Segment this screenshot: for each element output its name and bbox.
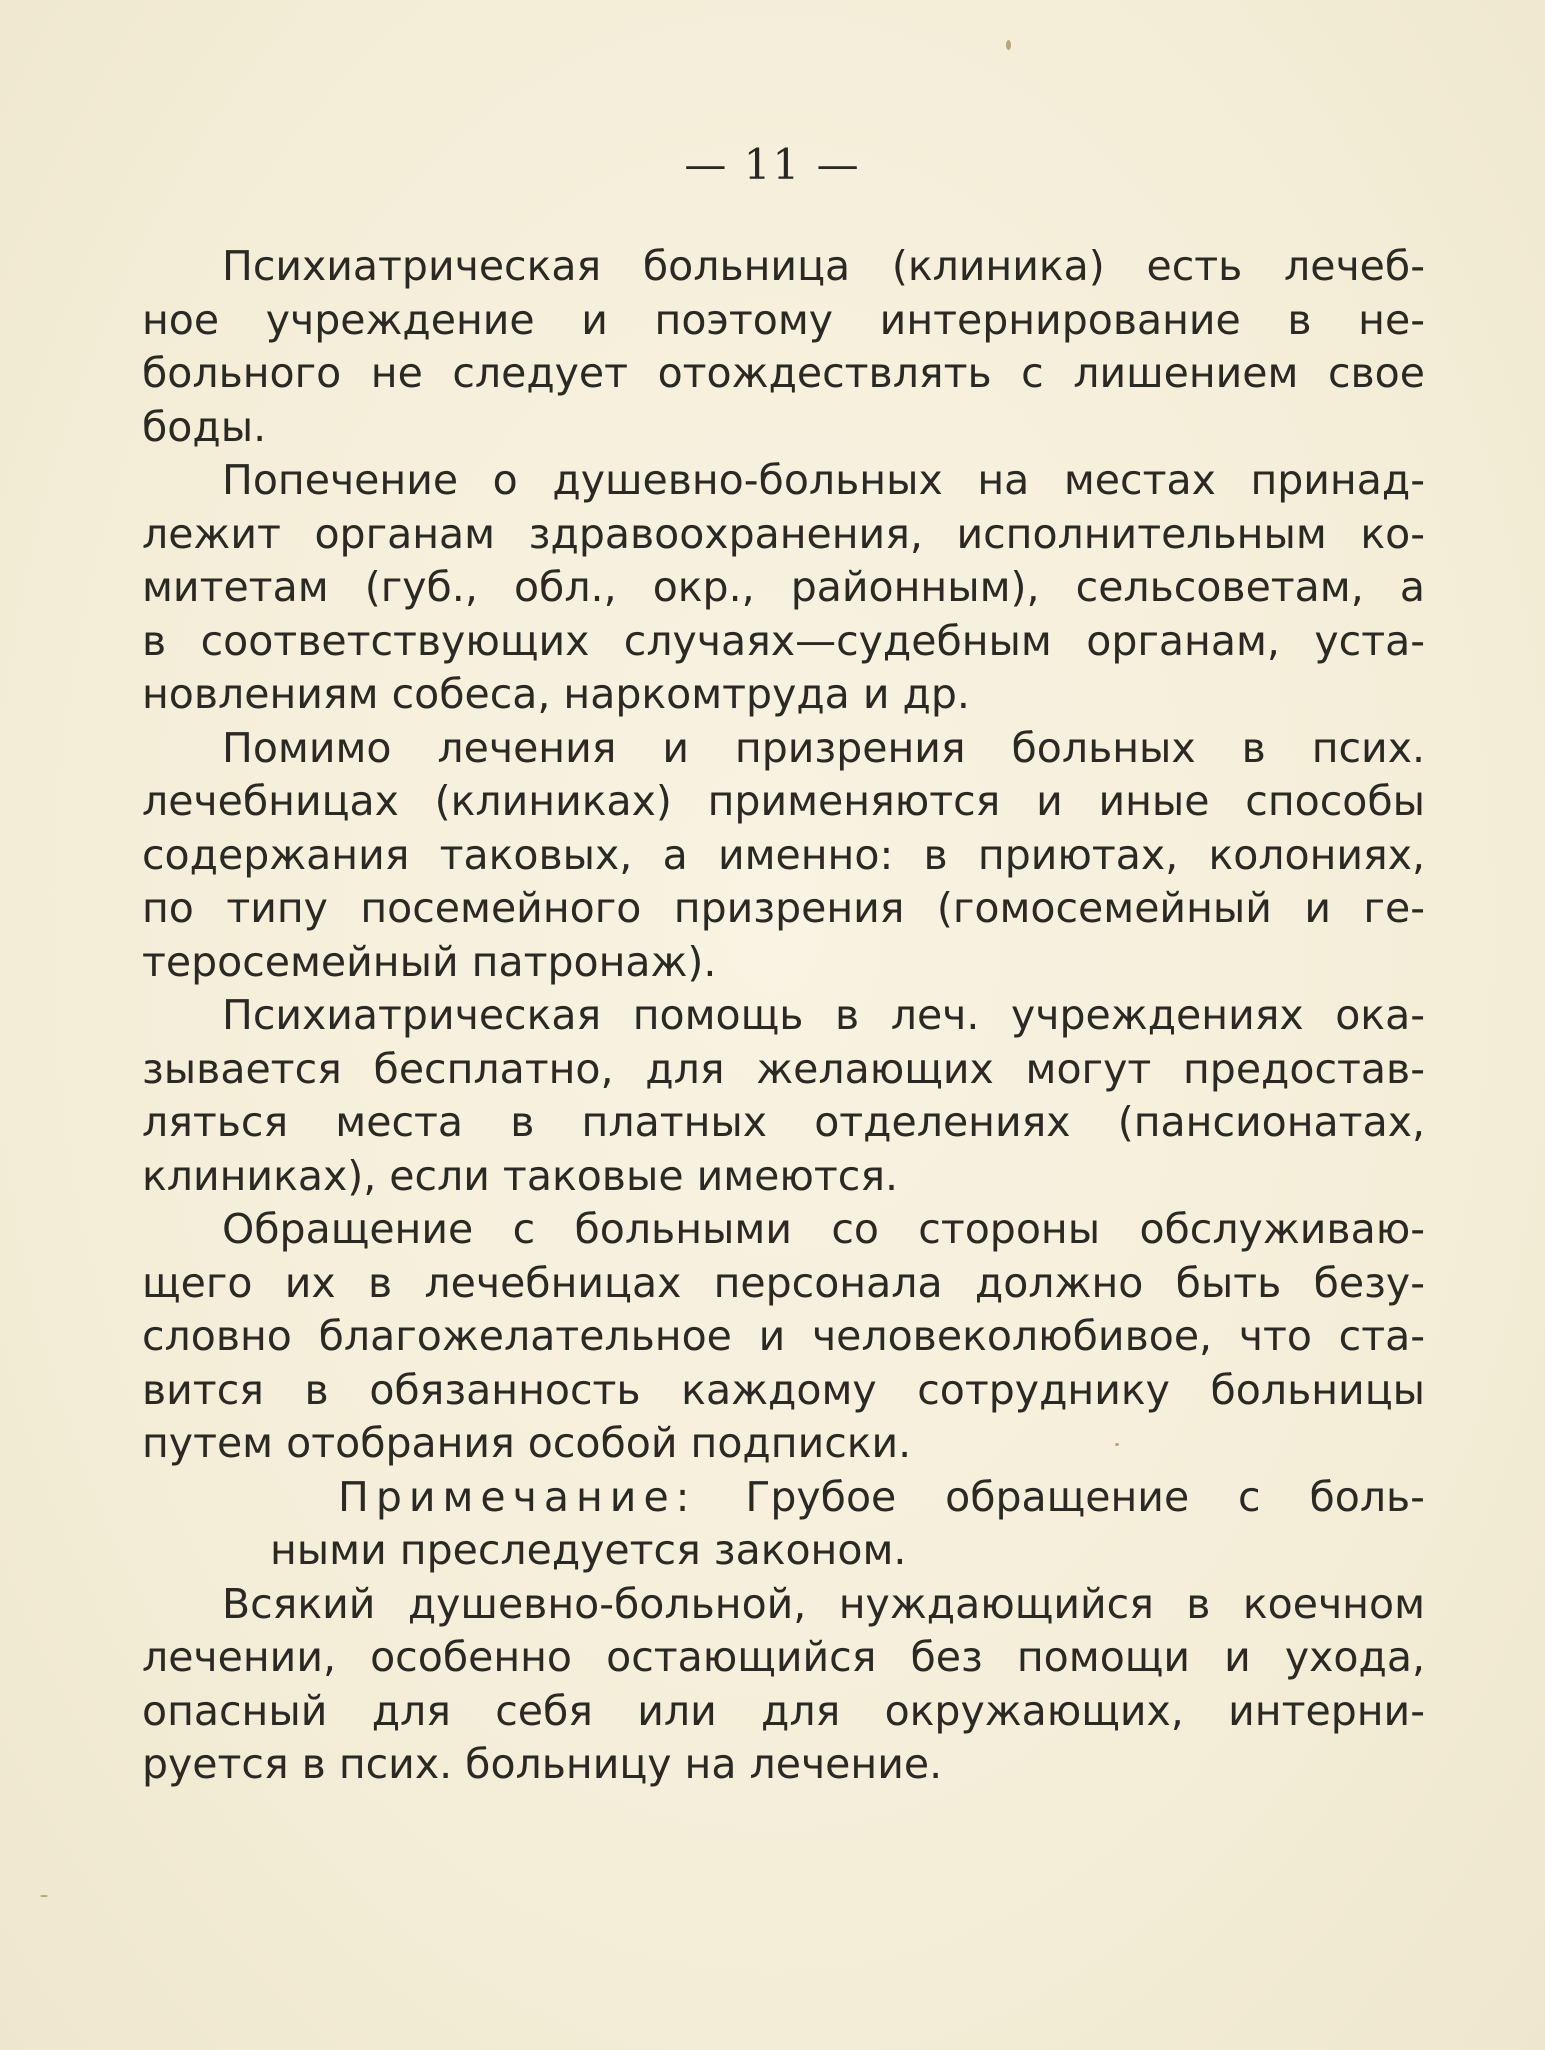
paper-speck (1006, 40, 1011, 50)
note-line (142, 1471, 1425, 1525)
text-line: лечебницах (клиниках) применяются и иные способы (142, 777, 1425, 825)
text-line: Помимо лечения и призрения больных в псих. (222, 723, 1425, 772)
text-line: Психиатрическая больница (клиника) есть лечеб- (222, 242, 1425, 290)
text-line: вится в обязанность каждому сотруднику больницы (142, 1365, 1425, 1414)
paragraph (142, 1203, 1425, 1471)
text-line: ное учреждение и поэтому интернирование в не- (142, 295, 1425, 344)
text-line: по типу посемейного призрения (гомосемейный и ге- (142, 884, 1425, 932)
note-text: Грубое обращение с боль- (745, 1472, 1425, 1521)
body-text (142, 240, 1425, 1792)
text-line: в соответствующих случаях—судебным органам, уста- (142, 616, 1425, 665)
text-line: теросемейный патронаж). (142, 937, 717, 986)
text-line: клиниках), если таковые имеются. (142, 1151, 899, 1200)
text-line: руется в псих. больницу на лечение. (142, 1740, 943, 1788)
text-line: Всякий душевно-больной, нуждающийся в коечном (222, 1579, 1425, 1628)
text-line: путем отобрания особой подписки. (142, 1419, 912, 1467)
note-label: Примечание: (338, 1472, 697, 1521)
paragraph (142, 240, 1425, 454)
text-line: зывается бесплатно, для желающих могут предостав- (142, 1044, 1425, 1093)
text-line: щего их в лечебницах персонала должно быть безу- (142, 1258, 1425, 1307)
text-line: митетам (губ., обл., окр., районным), сельсоветам, а (142, 563, 1425, 611)
text-line: боды. (142, 402, 267, 451)
text-line: новлениям собеса, наркомтруда и др. (142, 670, 970, 718)
paragraph (142, 1578, 1425, 1792)
text-line: Обращение с больными со стороны обслуживаю- (222, 1205, 1425, 1253)
text-line: лечении, особенно остающийся без помощи и ухода, (142, 1633, 1425, 1681)
text-line: больного не следует отождествлять с лишением свое (142, 349, 1425, 397)
note (142, 1471, 1425, 1578)
text-line: Попечение о душевно-больных на местах принад- (222, 456, 1425, 504)
paragraph (142, 722, 1425, 990)
text-line: Психиатрическая помощь в леч. учреждениях ока- (222, 991, 1425, 1039)
paper-speck (40, 1895, 48, 1897)
paragraph (142, 454, 1425, 722)
text-line: словно благожелательное и человеколюбивое, что ста- (142, 1312, 1425, 1360)
text-line: опасный для себя или для окружающих, интерни- (142, 1686, 1425, 1735)
text-line: ляться места в платных отделениях (пансионатах, (142, 1098, 1425, 1146)
page-number: — 11 — (684, 140, 861, 189)
text-line: содержания таковых, а именно: в приютах, колониях, (142, 830, 1425, 879)
text-line: ными преследуется законом. (270, 1526, 907, 1574)
paragraph (142, 989, 1425, 1203)
text-line: лежит органам здравоохранения, исполнительным ко- (142, 509, 1425, 558)
